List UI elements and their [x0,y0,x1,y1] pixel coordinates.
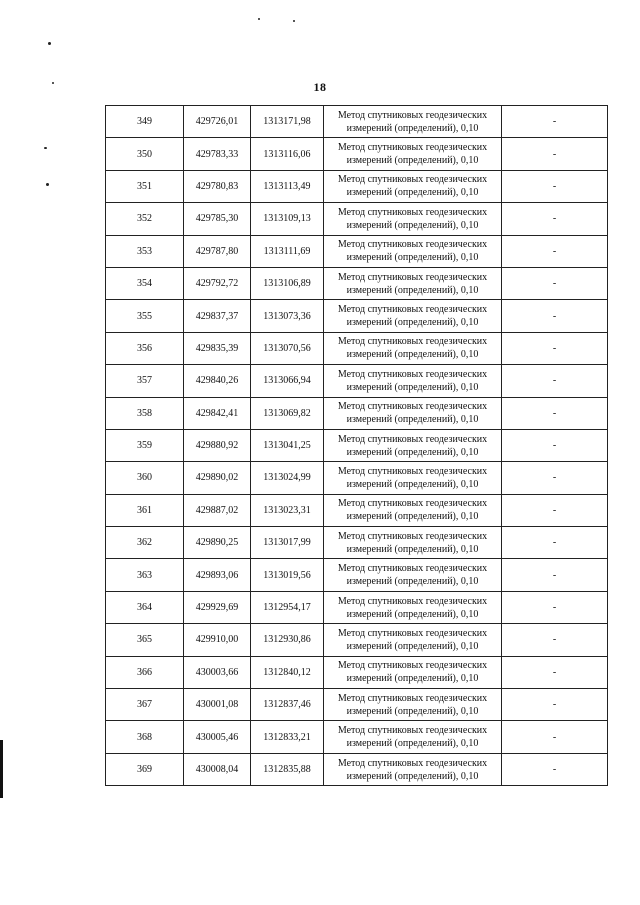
point-number-cell: 368 [106,721,184,753]
extra-cell: - [502,429,608,461]
coordinate-x-cell: 430005,46 [184,721,251,753]
table-row [106,397,608,429]
extra-cell: - [502,203,608,235]
point-number-cell: 356 [106,332,184,364]
coordinate-x-cell: 429887,02 [184,494,251,526]
coordinate-x-cell: 430003,66 [184,656,251,688]
table-row [106,235,608,267]
coordinate-y-cell: 1313066,94 [251,365,324,397]
method-cell [324,494,502,526]
coordinate-y-cell: 1313019,56 [251,559,324,591]
point-number-cell: 350 [106,138,184,170]
method-text: Метод спутниковых геодезических измерений (определений), 0,10 [337,465,488,490]
point-number-cell: 367 [106,689,184,721]
method-cell [324,170,502,202]
point-number-cell: 354 [106,267,184,299]
table-row [106,527,608,559]
coordinate-x-cell: 429890,02 [184,462,251,494]
table-row [106,332,608,364]
extra-cell: - [502,365,608,397]
page-number: 18 [313,80,327,94]
method-cell [324,429,502,461]
method-cell [324,527,502,559]
table-row [106,753,608,785]
extra-cell: - [502,332,608,364]
method-cell [324,203,502,235]
method-cell [324,462,502,494]
method-text: Метод спутниковых геодезических измерений (определений), 0,10 [337,368,488,393]
coordinate-x-cell: 429880,92 [184,429,251,461]
extra-cell: - [502,300,608,332]
method-cell [324,365,502,397]
coordinate-x-cell: 429840,26 [184,365,251,397]
coordinate-y-cell: 1313073,36 [251,300,324,332]
extra-cell: - [502,689,608,721]
method-text: Метод спутниковых геодезических измерений (определений), 0,10 [337,239,488,264]
coordinate-y-cell: 1313109,13 [251,203,324,235]
coordinate-y-cell: 1313171,98 [251,106,324,138]
point-number-cell: 353 [106,235,184,267]
table-row [106,656,608,688]
coordinate-x-cell: 429910,00 [184,624,251,656]
table-row [106,494,608,526]
coordinates-table [105,105,608,786]
coordinate-y-cell: 1313106,89 [251,267,324,299]
scan-speck [44,147,47,149]
method-cell [324,624,502,656]
method-cell [324,106,502,138]
point-number-cell: 366 [106,656,184,688]
method-cell [324,753,502,785]
method-cell [324,689,502,721]
coordinate-y-cell: 1312833,21 [251,721,324,753]
coordinate-x-cell: 429835,39 [184,332,251,364]
point-number-cell: 360 [106,462,184,494]
scan-speck [48,42,51,45]
method-text: Метод спутниковых геодезических измерений (определений), 0,10 [337,304,488,329]
extra-cell: - [502,267,608,299]
coordinate-y-cell: 1312840,12 [251,656,324,688]
extra-cell: - [502,138,608,170]
extra-cell: - [502,235,608,267]
method-cell [324,332,502,364]
point-number-cell: 363 [106,559,184,591]
table-row [106,462,608,494]
table-row [106,170,608,202]
scan-edge-mark [0,740,3,798]
coordinate-y-cell: 1313070,56 [251,332,324,364]
table-row [106,106,608,138]
coordinate-y-cell: 1313017,99 [251,527,324,559]
coordinate-x-cell: 430008,04 [184,753,251,785]
coordinate-x-cell: 429890,25 [184,527,251,559]
coordinate-x-cell: 430001,08 [184,689,251,721]
coordinate-x-cell: 429785,30 [184,203,251,235]
table-row [106,624,608,656]
method-text: Метод спутниковых геодезических измерений (определений), 0,10 [337,595,488,620]
coordinate-x-cell: 429792,72 [184,267,251,299]
point-number-cell: 365 [106,624,184,656]
method-text: Метод спутниковых геодезических измерений (определений), 0,10 [337,271,488,296]
method-text: Метод спутниковых геодезических измерений (определений), 0,10 [337,563,488,588]
extra-cell: - [502,624,608,656]
method-text: Метод спутниковых геодезических измерений (определений), 0,10 [337,692,488,717]
extra-cell: - [502,656,608,688]
coordinate-y-cell: 1313111,69 [251,235,324,267]
scan-speck [46,183,49,186]
coordinate-x-cell: 429929,69 [184,591,251,623]
extra-cell: - [502,753,608,785]
coordinate-x-cell: 429842,41 [184,397,251,429]
point-number-cell: 362 [106,527,184,559]
coordinate-x-cell: 429837,37 [184,300,251,332]
extra-cell: - [502,721,608,753]
method-cell [324,267,502,299]
coordinate-y-cell: 1313069,82 [251,397,324,429]
coordinate-x-cell: 429780,83 [184,170,251,202]
point-number-cell: 349 [106,106,184,138]
method-text: Метод спутниковых геодезических измерений (определений), 0,10 [337,174,488,199]
coordinate-y-cell: 1313023,31 [251,494,324,526]
coordinate-x-cell: 429893,06 [184,559,251,591]
coordinate-x-cell: 429726,01 [184,106,251,138]
method-text: Метод спутниковых геодезических измерений (определений), 0,10 [337,530,488,555]
table-row [106,559,608,591]
method-cell [324,300,502,332]
table-row [106,267,608,299]
coordinate-y-cell: 1313113,49 [251,170,324,202]
scan-speck [258,18,260,20]
table-row [106,429,608,461]
method-cell [324,721,502,753]
extra-cell: - [502,462,608,494]
coordinate-y-cell: 1313116,06 [251,138,324,170]
method-text: Метод спутниковых геодезических измерений (определений), 0,10 [337,109,488,134]
point-number-cell: 352 [106,203,184,235]
method-text: Метод спутниковых геодезических измерений (определений), 0,10 [337,401,488,426]
point-number-cell: 361 [106,494,184,526]
coordinate-y-cell: 1312954,17 [251,591,324,623]
table-row [106,591,608,623]
table-row [106,138,608,170]
point-number-cell: 355 [106,300,184,332]
method-cell [324,397,502,429]
table-row [106,721,608,753]
scan-speck [293,20,295,22]
method-text: Метод спутниковых геодезических измерений (определений), 0,10 [337,142,488,167]
coordinate-x-cell: 429783,33 [184,138,251,170]
extra-cell: - [502,591,608,623]
method-cell [324,138,502,170]
extra-cell: - [502,527,608,559]
table-row [106,365,608,397]
method-cell [324,591,502,623]
coordinate-y-cell: 1313041,25 [251,429,324,461]
method-text: Метод спутниковых геодезических измерений (определений), 0,10 [337,498,488,523]
coordinate-y-cell: 1312837,46 [251,689,324,721]
coordinate-x-cell: 429787,80 [184,235,251,267]
point-number-cell: 358 [106,397,184,429]
method-text: Метод спутниковых геодезических измерений (определений), 0,10 [337,757,488,782]
method-text: Метод спутниковых геодезических измерений (определений), 0,10 [337,336,488,361]
extra-cell: - [502,494,608,526]
extra-cell: - [502,106,608,138]
coordinate-y-cell: 1312835,88 [251,753,324,785]
method-cell [324,559,502,591]
method-text: Метод спутниковых геодезических измерений (определений), 0,10 [337,660,488,685]
point-number-cell: 364 [106,591,184,623]
extra-cell: - [502,559,608,591]
table-row [106,300,608,332]
table-row [106,689,608,721]
coordinate-y-cell: 1312930,86 [251,624,324,656]
extra-cell: - [502,170,608,202]
method-text: Метод спутниковых геодезических измерений (определений), 0,10 [337,206,488,231]
method-text: Метод спутниковых геодезических измерений (определений), 0,10 [337,627,488,652]
point-number-cell: 369 [106,753,184,785]
method-cell [324,235,502,267]
table-row [106,203,608,235]
point-number-cell: 359 [106,429,184,461]
coordinates-table-body [106,106,608,786]
method-text: Метод спутниковых геодезических измерений (определений), 0,10 [337,433,488,458]
point-number-cell: 351 [106,170,184,202]
coordinate-y-cell: 1313024,99 [251,462,324,494]
method-cell [324,656,502,688]
extra-cell: - [502,397,608,429]
method-text: Метод спутниковых геодезических измерений (определений), 0,10 [337,725,488,750]
point-number-cell: 357 [106,365,184,397]
